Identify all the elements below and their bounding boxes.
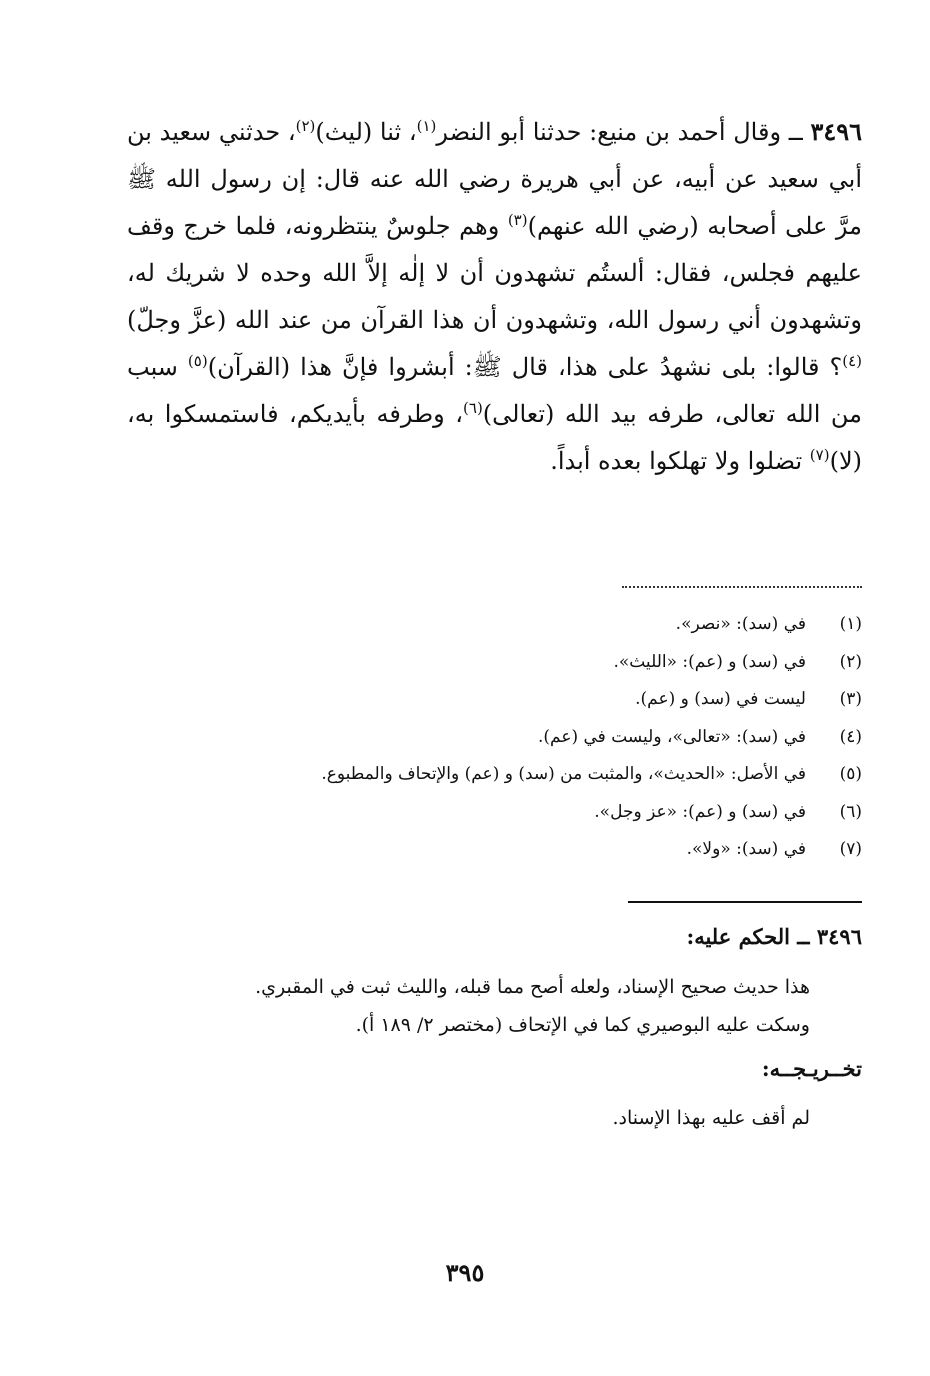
footnote-ref: (١) [416,117,437,135]
hadith-segment: حدثني سعيد بن أبي سعيد عن أبيه، عن أبي هريرة رضي الله عنه قال: إن رسول الله ﷺ مرَّ على أصحابه (رضي الله عنهم) [127,118,862,240]
footnote-item [102,831,862,869]
footnote-number: (٤) [839,726,862,747]
footnote-text: في (سد): «تعالى»، وليست في (عم). [537,726,806,747]
footnote-ref: (٤) [842,352,863,370]
footnote-number: (٥) [839,764,862,784]
footnote-ref: (٣) [507,211,528,229]
hadith-dash: ــ [781,118,811,146]
ruling-heading: ٣٤٩٦ ــ الحكم عليه: [686,924,862,949]
footnotes-list [102,606,862,869]
footnote-item [102,644,862,682]
footnote-number: (١) [839,614,862,634]
hadith-segment: وقال أحمد بن منيع: حدثنا أبو النضر [436,118,782,146]
footnote-number: (٣) [839,689,862,709]
ruling-line: وسكت عليه البوصيري كما في الإتحاف (مختصر ٢/ ١٨٩ أ). [355,1014,810,1036]
footnote-text: في الأصل: «الحديث»، والمثبت من (سد) و (عم) والإتحاف والمطبوع. [321,764,806,784]
footnote-number: (٢) [839,651,862,672]
footnote-text: في (سد) و (عم): «الليث». [613,651,806,672]
hadith-segment: ، وطرفه بأيديكم، فاستمسكوا به، (لا) [127,400,862,475]
footnote-text: ليست في (سد) و (عم). [635,689,806,709]
hadith-segment: تضلوا ولا تهلكوا بعده أبداً. [550,447,810,475]
footnote-separator [622,578,862,588]
footnote-text: في (سد) و (عم): «عز وجل». [594,801,806,822]
hadith-paragraph [127,108,862,485]
footnote-item [102,681,862,719]
footnote-item [102,756,862,794]
footnote-ref: (٢) [295,117,316,135]
hadith-number: ٣٤٩٦ [810,117,863,146]
takhrij-heading: تخــريـجــه: [761,1056,862,1081]
hadith-text [127,108,862,485]
ruling-line: هذا حديث صحيح الإسناد، ولعله أصح مما قبله، والليث ثبت في المقبري. [255,976,810,998]
page-number: ٣٩٥ [445,1258,485,1287]
hadith-segment: سبب من الله تعالى، طرفه بيد الله (تعالى) [127,353,862,428]
footnote-ref: (٦) [463,399,483,417]
footnote-number: (٦) [839,801,862,822]
hadith-segment: ؟ قالوا: بلى نشهدُ على هذا، قال ﷺ: أبشروا فإنَّ هذا (القرآن) [207,353,843,381]
footnote-ref: (٧) [809,446,830,464]
hadith-segment: ، ثنا (ليث) [315,118,417,146]
footnote-item [102,606,862,644]
footnote-text: في (سد): «ولا». [686,839,806,859]
hadith-segment: وهم جلوسٌ ينتظرونه، فلما خرج وقف عليهم فجلس، فقال: ألستُم تشهدون أن لا إلٰه إلاَّ الله وحده لا شريك له، وتشهدون أني رسول الله، وتشهدون أن هذا القرآن من عند الله (عزَّ وجلّ) [127,212,862,334]
hadith-segment: ، [287,118,296,146]
ruling-text [110,968,810,1044]
takhrij-text: لم أقف عليه بهذا الإسناد. [612,1107,810,1129]
footnote-ref: (٥) [187,352,208,370]
footnote-number: (٧) [839,839,862,859]
footnote-item [102,719,862,757]
footnote-text: في (سد): «نصر». [675,614,806,634]
footnote-item [102,794,862,832]
section-rule [628,901,862,903]
